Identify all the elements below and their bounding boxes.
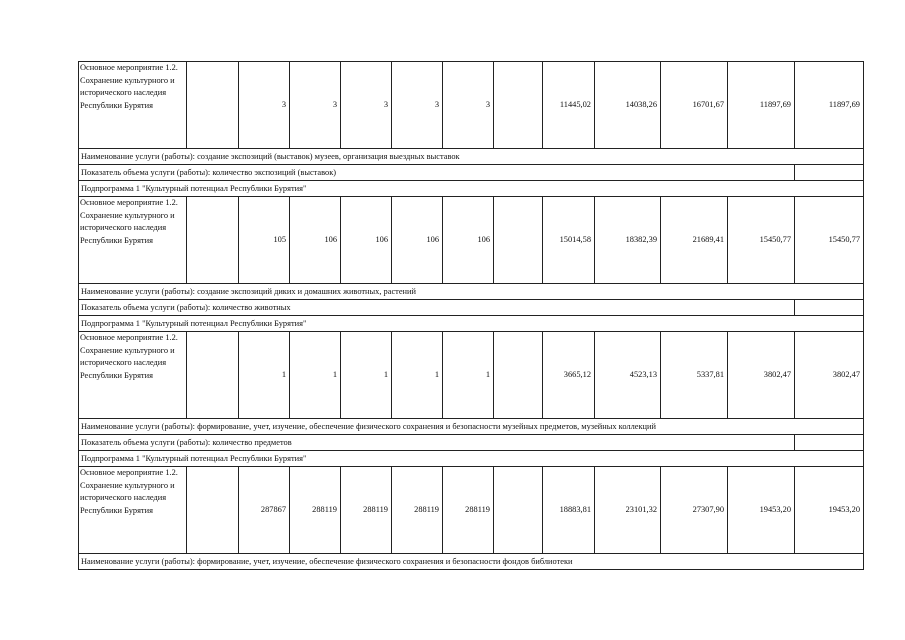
volume-indicator: Показатель объема услуги (работы): количество предметов bbox=[79, 435, 795, 451]
indicator-value: 1 bbox=[443, 332, 494, 419]
indicator-value: 1 bbox=[341, 332, 392, 419]
indicator-value: 3 bbox=[341, 62, 392, 149]
subprogram-row bbox=[79, 181, 864, 197]
indicator-value: 287867 bbox=[239, 467, 290, 554]
finance-value: 3665,12 bbox=[543, 332, 595, 419]
indicator-value: 106 bbox=[341, 197, 392, 284]
finance-value: 15450,77 bbox=[795, 197, 864, 284]
activity-name: Основное мероприятие 1.2. Сохранение культурного и исторического наследия Республики Бурятия bbox=[79, 197, 187, 284]
finance-value: 5337,81 bbox=[661, 332, 728, 419]
finance-value: 16701,67 bbox=[661, 62, 728, 149]
service-row bbox=[79, 149, 864, 165]
indicator-value: 3 bbox=[290, 62, 341, 149]
finance-value: 27307,90 bbox=[661, 467, 728, 554]
indicator-value: 288119 bbox=[392, 467, 443, 554]
activity-row bbox=[79, 332, 864, 419]
finance-value: 19453,20 bbox=[795, 467, 864, 554]
volume-row bbox=[79, 300, 864, 316]
activity-row bbox=[79, 197, 864, 284]
activity-row bbox=[79, 467, 864, 554]
empty-cell bbox=[187, 197, 239, 284]
subprogram-row bbox=[79, 316, 864, 332]
service-row bbox=[79, 419, 864, 435]
empty-cell bbox=[187, 62, 239, 149]
subprogram-name: Подпрограмма 1 "Культурный потенциал Республики Бурятия" bbox=[79, 451, 864, 467]
service-name: Наименование услуги (работы): создание экспозиций диких и домашних животных, растений bbox=[79, 284, 864, 300]
finance-value: 11897,69 bbox=[728, 62, 795, 149]
indicator-value: 3 bbox=[443, 62, 494, 149]
empty-cell bbox=[187, 467, 239, 554]
activity-row bbox=[79, 62, 864, 149]
service-name: Наименование услуги (работы): формирование, учет, изучение, обеспечение физического сохранения и безопасности фондов библиотеки bbox=[79, 554, 864, 570]
indicator-value: 288119 bbox=[290, 467, 341, 554]
service-name: Наименование услуги (работы): создание экспозиций (выставок) музеев, организация выездных выставок bbox=[79, 149, 864, 165]
indicator-value: 288119 bbox=[443, 467, 494, 554]
subprogram-row bbox=[79, 451, 864, 467]
finance-value: 23101,32 bbox=[595, 467, 661, 554]
indicator-value: 106 bbox=[443, 197, 494, 284]
empty-cell bbox=[494, 467, 543, 554]
empty-cell bbox=[795, 300, 864, 316]
indicator-value: 3 bbox=[239, 62, 290, 149]
empty-cell bbox=[795, 435, 864, 451]
subprogram-name: Подпрограмма 1 "Культурный потенциал Республики Бурятия" bbox=[79, 181, 864, 197]
empty-cell bbox=[494, 197, 543, 284]
finance-value: 11445,02 bbox=[543, 62, 595, 149]
finance-value: 3802,47 bbox=[728, 332, 795, 419]
indicator-value: 3 bbox=[392, 62, 443, 149]
empty-cell bbox=[187, 332, 239, 419]
indicator-value: 106 bbox=[392, 197, 443, 284]
finance-value: 18883,81 bbox=[543, 467, 595, 554]
activity-name: Основное мероприятие 1.2. Сохранение культурного и исторического наследия Республики Бурятия bbox=[79, 467, 187, 554]
finance-value: 18382,39 bbox=[595, 197, 661, 284]
service-name: Наименование услуги (работы): формирование, учет, изучение, обеспечение физического сохранения и безопасности музейных предметов, музейных коллекций bbox=[79, 419, 864, 435]
finance-value: 21689,41 bbox=[661, 197, 728, 284]
empty-cell bbox=[494, 332, 543, 419]
subprogram-name: Подпрограмма 1 "Культурный потенциал Республики Бурятия" bbox=[79, 316, 864, 332]
finance-value: 4523,13 bbox=[595, 332, 661, 419]
indicator-value: 105 bbox=[239, 197, 290, 284]
empty-cell bbox=[795, 165, 864, 181]
finance-value: 19453,20 bbox=[728, 467, 795, 554]
indicator-value: 1 bbox=[290, 332, 341, 419]
finance-value: 14038,26 bbox=[595, 62, 661, 149]
empty-cell bbox=[494, 62, 543, 149]
volume-row bbox=[79, 435, 864, 451]
service-row bbox=[79, 554, 864, 570]
program-table bbox=[78, 61, 864, 570]
finance-value: 15450,77 bbox=[728, 197, 795, 284]
finance-value: 11897,69 bbox=[795, 62, 864, 149]
activity-name: Основное мероприятие 1.2. Сохранение культурного и исторического наследия Республики Бурятия bbox=[79, 332, 187, 419]
service-row bbox=[79, 284, 864, 300]
finance-value: 15014,58 bbox=[543, 197, 595, 284]
volume-row bbox=[79, 165, 864, 181]
volume-indicator: Показатель объема услуги (работы): количество экспозиций (выставок) bbox=[79, 165, 795, 181]
finance-value: 3802,47 bbox=[795, 332, 864, 419]
indicator-value: 288119 bbox=[341, 467, 392, 554]
indicator-value: 106 bbox=[290, 197, 341, 284]
activity-name: Основное мероприятие 1.2. Сохранение культурного и исторического наследия Республики Бурятия bbox=[79, 62, 187, 149]
indicator-value: 1 bbox=[239, 332, 290, 419]
indicator-value: 1 bbox=[392, 332, 443, 419]
volume-indicator: Показатель объема услуги (работы): количество животных bbox=[79, 300, 795, 316]
